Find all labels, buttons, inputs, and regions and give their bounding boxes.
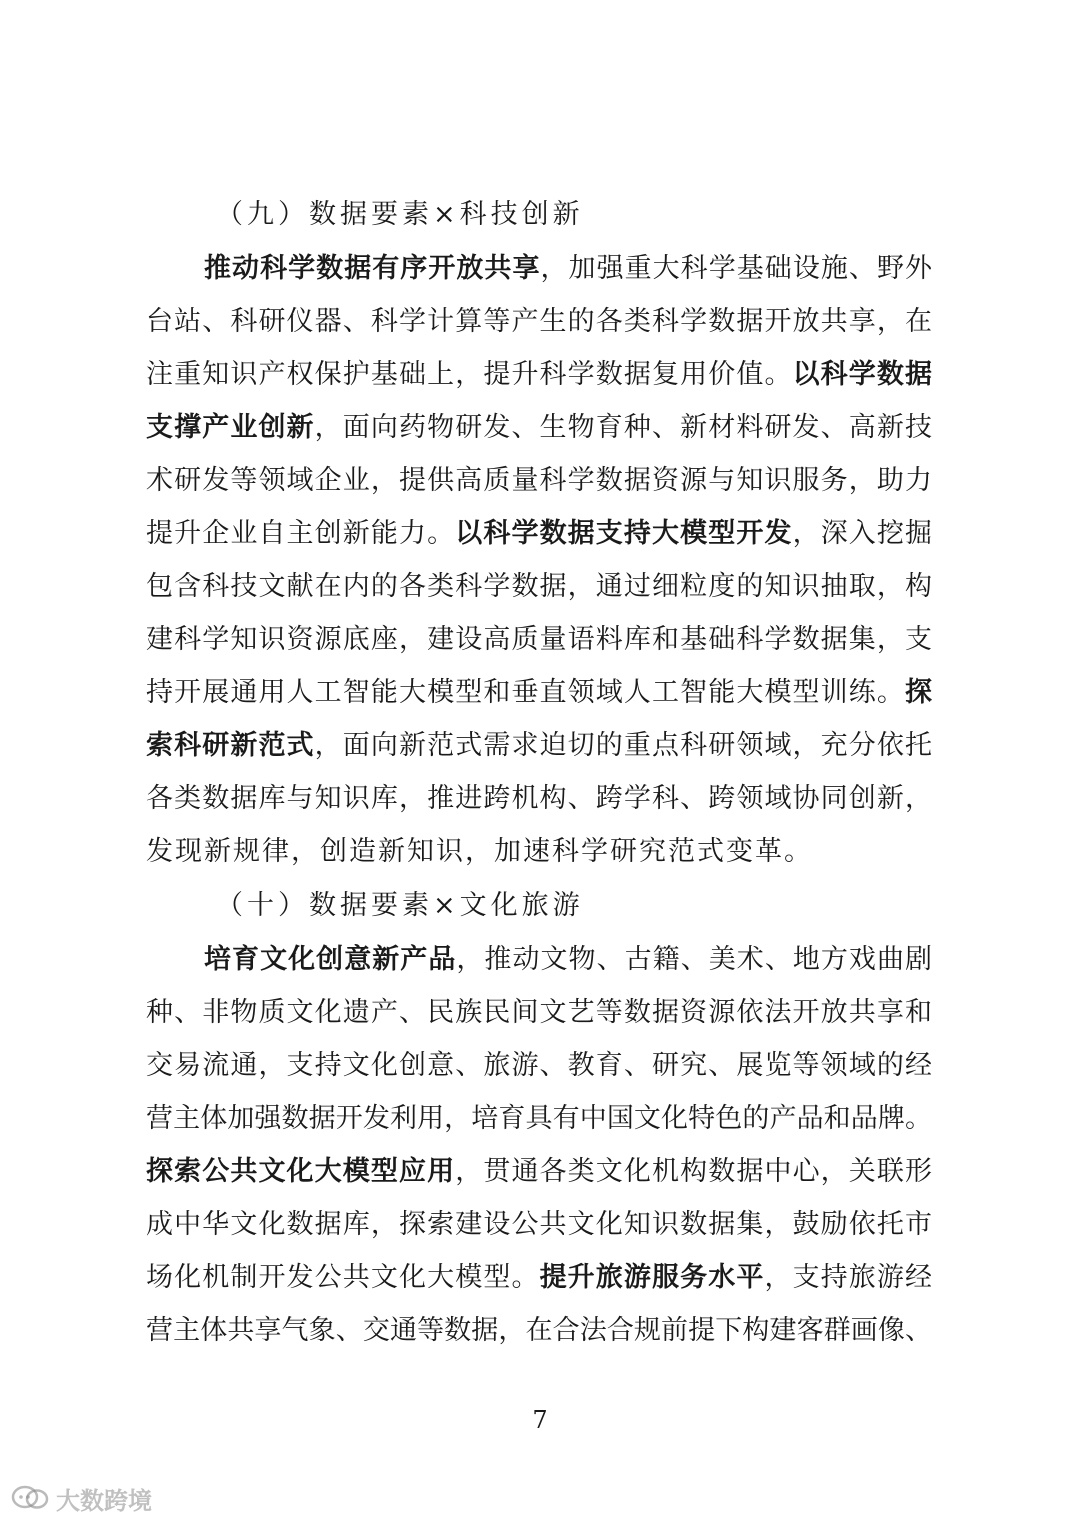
paragraph-line — [204, 933, 932, 987]
paragraph-line — [146, 348, 932, 402]
page-number: 7 — [532, 1406, 548, 1434]
paragraph-line — [146, 560, 932, 614]
paragraph-line — [146, 1304, 932, 1358]
text-run: 交易流通，支持文化创意、旅游、教育、研究、展览等领域的经 — [146, 1050, 932, 1081]
text-run: 术研发等领域企业，提供高质量科学数据资源与知识服务，助力 — [146, 465, 932, 496]
paragraph-line — [146, 986, 932, 1040]
paragraph-line — [146, 295, 932, 349]
text-run: 提升企业自主创新能力。 — [146, 518, 456, 549]
text-run: 建科学知识资源底座，建设高质量语料库和基础科学数据集，支 — [146, 624, 932, 655]
paragraph-line — [146, 1198, 932, 1252]
text-run: 台站、科研仪器、科学计算等产生的各类科学数据开放共享，在 — [146, 306, 932, 337]
text-run: ，面向药物研发、生物育种、新材料研发、高新技 — [314, 412, 932, 443]
text-run: 场化机制开发公共文化大模型。 — [146, 1262, 540, 1293]
watermark — [10, 1478, 152, 1518]
paragraph-line — [146, 825, 932, 879]
text-run: 营主体加强数据开发利用，培育具有中国文化特色的产品和品牌。 — [146, 1103, 932, 1134]
text-run: ，推动文物、古籍、美术、地方戏曲剧 — [456, 944, 932, 975]
text-run: ，贯通各类文化机构数据中心，关联形 — [455, 1156, 932, 1187]
text-run: 注重知识产权保护基础上，提升科学数据复用价值。 — [146, 359, 793, 390]
text-run: 持开展通用人工智能大模型和垂直领域人工智能大模型训练。 — [146, 677, 905, 708]
paragraph-line — [146, 454, 932, 508]
bold-text-run: 培育文化创意新产品 — [204, 944, 457, 975]
text-run: 包含科技文献在内的各类科学数据，通过细粒度的知识抽取，构 — [146, 571, 932, 602]
bold-text-run: 以科学数据支持大模型开发 — [455, 518, 793, 549]
bold-text-run: 探索公共文化大模型应用 — [146, 1156, 456, 1187]
bold-text-run: 推动科学数据有序开放共享 — [204, 253, 541, 284]
text-run: 各类数据库与知识库，推进跨机构、跨学科、跨领域协同创新， — [146, 783, 932, 814]
section-heading-9: （九）数据要素×科技创新 — [216, 199, 584, 230]
bold-text-run: 以科学数据 — [792, 359, 932, 390]
text-run: ，支持旅游经 — [764, 1262, 932, 1293]
bold-text-run: 支撑产业创新 — [146, 412, 315, 443]
paragraph-line — [146, 1039, 932, 1093]
text-run: ，深入挖掘 — [792, 518, 932, 549]
text-run: 发现新规律，创造新知识，加速科学研究范式变革。 — [146, 836, 813, 867]
section-heading-10: （十）数据要素×文化旅游 — [216, 890, 584, 921]
paragraph-line — [146, 401, 932, 455]
paragraph-line — [146, 613, 932, 667]
paragraph-line — [146, 719, 932, 773]
paragraph-line — [146, 507, 932, 561]
paragraph-line — [146, 1092, 932, 1146]
paragraph-line — [204, 242, 932, 296]
paragraph-line — [146, 666, 932, 720]
bold-text-run: 提升旅游服务水平 — [539, 1262, 765, 1293]
paragraph-line — [146, 1145, 932, 1199]
paragraph-line — [146, 1251, 932, 1305]
bold-text-run: 索科研新范式 — [146, 730, 315, 761]
text-run: 成中华文化数据库，探索建设公共文化知识数据集，鼓励依托市 — [146, 1209, 932, 1240]
text-run: ，加强重大科学基础设施、野外 — [540, 253, 932, 284]
text-run: ，面向新范式需求迫切的重点科研领域，充分依托 — [314, 730, 932, 761]
chat-bubble-logo-icon — [10, 1483, 50, 1513]
bold-text-run: 探 — [905, 677, 932, 708]
paragraph-line — [146, 772, 932, 826]
watermark-text: 大数跨境 — [56, 1486, 152, 1515]
text-run: 种、非物质文化遗产、民族民间文艺等数据资源依法开放共享和 — [146, 997, 932, 1028]
text-run: 营主体共享气象、交通等数据，在合法合规前提下构建客群画像、 — [146, 1315, 932, 1346]
